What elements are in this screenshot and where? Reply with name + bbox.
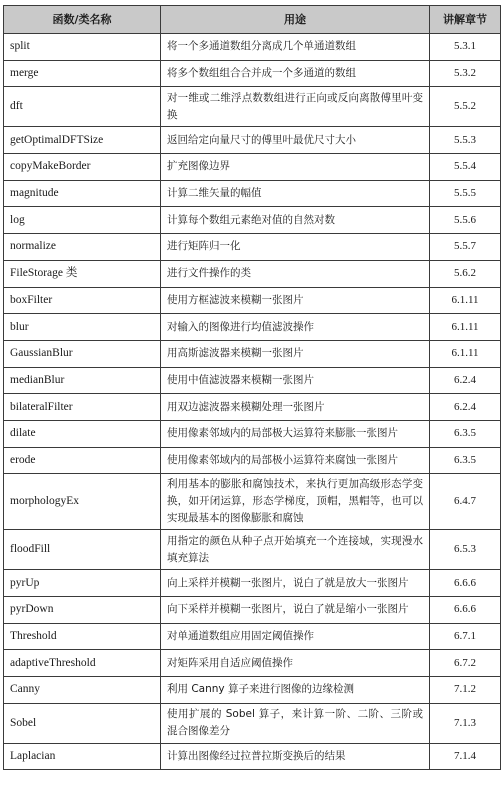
function-name-cell: Laplacian: [4, 743, 161, 770]
chapter-cell: 7.1.2: [430, 677, 501, 704]
purpose-cell: 进行矩阵归一化: [161, 234, 430, 261]
function-name-cell: copyMakeBorder: [4, 154, 161, 181]
purpose-cell: 利用 Canny 算子来进行图像的边缘检测: [161, 677, 430, 704]
table-row: [4, 60, 501, 87]
purpose-cell: 利用基本的膨胀和腐蚀技术，来执行更加高级形态学变换，如开闭运算，形态学梯度，顶帽，黑帽等，也可以实现最基本的图像膨胀和腐蚀: [161, 474, 430, 530]
purpose-cell: 对矩阵采用自适应阈值操作: [161, 650, 430, 677]
table-row: [4, 570, 501, 597]
purpose-cell: 用高斯滤波器来模糊一张图片: [161, 340, 430, 367]
chapter-cell: 7.1.4: [430, 743, 501, 770]
chapter-cell: 6.7.1: [430, 623, 501, 650]
function-name-cell: getOptimalDFTSize: [4, 127, 161, 154]
chapter-cell: 6.1.11: [430, 287, 501, 314]
function-name-cell: bilateralFilter: [4, 394, 161, 421]
chapter-cell: 6.3.5: [430, 447, 501, 474]
function-name-cell: magnitude: [4, 180, 161, 207]
chapter-cell: 5.5.7: [430, 234, 501, 261]
table-row: [4, 314, 501, 341]
table-row: [4, 623, 501, 650]
chapter-cell: 6.6.6: [430, 597, 501, 624]
purpose-cell: 返回给定向量尺寸的傅里叶最优尺寸大小: [161, 127, 430, 154]
chapter-cell: 6.7.2: [430, 650, 501, 677]
table-row: [4, 474, 501, 530]
function-table: [3, 5, 501, 770]
purpose-cell: 进行文件操作的类: [161, 260, 430, 287]
function-name-cell: merge: [4, 60, 161, 87]
purpose-cell: 计算二维矢量的幅值: [161, 180, 430, 207]
function-name-cell: boxFilter: [4, 287, 161, 314]
chapter-cell: 6.4.7: [430, 474, 501, 530]
table-row: [4, 287, 501, 314]
purpose-cell: 向下采样并模糊一张图片，说白了就是缩小一张图片: [161, 597, 430, 624]
purpose-cell: 使用像素邻域内的局部极大运算符来膨胀一张图片: [161, 420, 430, 447]
function-name-cell: pyrUp: [4, 570, 161, 597]
header-purpose: 用途: [161, 6, 430, 34]
table-row: [4, 394, 501, 421]
table-row: [4, 34, 501, 61]
chapter-cell: 6.3.5: [430, 420, 501, 447]
function-name-cell: GaussianBlur: [4, 340, 161, 367]
function-name-cell: adaptiveThreshold: [4, 650, 161, 677]
purpose-cell: 使用方框滤波来模糊一张图片: [161, 287, 430, 314]
table-row: [4, 420, 501, 447]
table-row: [4, 677, 501, 704]
header-row: [4, 6, 501, 34]
function-name-cell: pyrDown: [4, 597, 161, 624]
table-row: [4, 127, 501, 154]
table-row: [4, 87, 501, 127]
purpose-cell: 计算每个数组元素绝对值的自然对数: [161, 207, 430, 234]
table-row: [4, 180, 501, 207]
purpose-cell: 使用像素邻域内的局部极小运算符来腐蚀一张图片: [161, 447, 430, 474]
table-row: [4, 154, 501, 181]
chapter-cell: 6.5.3: [430, 530, 501, 570]
chapter-cell: 5.3.2: [430, 60, 501, 87]
function-name-cell: normalize: [4, 234, 161, 261]
function-name-cell: blur: [4, 314, 161, 341]
header-chapter: 讲解章节: [430, 6, 501, 34]
purpose-cell: 用指定的颜色从种子点开始填充一个连接域，实现漫水填充算法: [161, 530, 430, 570]
table-row: [4, 530, 501, 570]
chapter-cell: 6.2.4: [430, 367, 501, 394]
purpose-cell: 对一维或二维浮点数数组进行正向或反向离散傅里叶变换: [161, 87, 430, 127]
function-name-cell: Canny: [4, 677, 161, 704]
table-header: [4, 6, 501, 34]
table-row: [4, 597, 501, 624]
function-name-cell: morphologyEx: [4, 474, 161, 530]
purpose-cell: 将一个多通道数组分离成几个单通道数组: [161, 34, 430, 61]
function-name-cell: erode: [4, 447, 161, 474]
chapter-cell: 5.5.6: [430, 207, 501, 234]
chapter-cell: 6.1.11: [430, 340, 501, 367]
function-name-cell: log: [4, 207, 161, 234]
function-name-cell: FileStorage 类: [4, 260, 161, 287]
purpose-cell: 计算出图像经过拉普拉斯变换后的结果: [161, 743, 430, 770]
chapter-cell: 5.5.5: [430, 180, 501, 207]
chapter-cell: 6.6.6: [430, 570, 501, 597]
function-name-cell: split: [4, 34, 161, 61]
header-function-name: 函数/类名称: [4, 6, 161, 34]
chapter-cell: 5.6.2: [430, 260, 501, 287]
table-row: [4, 340, 501, 367]
purpose-cell: 使用扩展的 Sobel 算子，来计算一阶、二阶、三阶或混合图像差分: [161, 703, 430, 743]
function-name-cell: Sobel: [4, 703, 161, 743]
table-row: [4, 703, 501, 743]
purpose-cell: 对输入的图像进行均值滤波操作: [161, 314, 430, 341]
purpose-cell: 扩充图像边界: [161, 154, 430, 181]
table-row: [4, 234, 501, 261]
purpose-cell: 对单通道数组应用固定阈值操作: [161, 623, 430, 650]
purpose-cell: 向上采样并模糊一张图片，说白了就是放大一张图片: [161, 570, 430, 597]
table-row: [4, 650, 501, 677]
table-row: [4, 260, 501, 287]
table-row: [4, 367, 501, 394]
function-name-cell: dft: [4, 87, 161, 127]
table-body: [4, 34, 501, 770]
chapter-cell: 5.5.4: [430, 154, 501, 181]
purpose-cell: 用双边滤波器来模糊处理一张图片: [161, 394, 430, 421]
function-name-cell: floodFill: [4, 530, 161, 570]
table-row: [4, 743, 501, 770]
chapter-cell: 5.5.2: [430, 87, 501, 127]
chapter-cell: 5.5.3: [430, 127, 501, 154]
purpose-cell: 使用中值滤波器来模糊一张图片: [161, 367, 430, 394]
chapter-cell: 6.2.4: [430, 394, 501, 421]
function-name-cell: medianBlur: [4, 367, 161, 394]
chapter-cell: 7.1.3: [430, 703, 501, 743]
table-row: [4, 207, 501, 234]
function-name-cell: dilate: [4, 420, 161, 447]
chapter-cell: 6.1.11: [430, 314, 501, 341]
table-row: [4, 447, 501, 474]
chapter-cell: 5.3.1: [430, 34, 501, 61]
purpose-cell: 将多个数组组合合并成一个多通道的数组: [161, 60, 430, 87]
function-name-cell: Threshold: [4, 623, 161, 650]
